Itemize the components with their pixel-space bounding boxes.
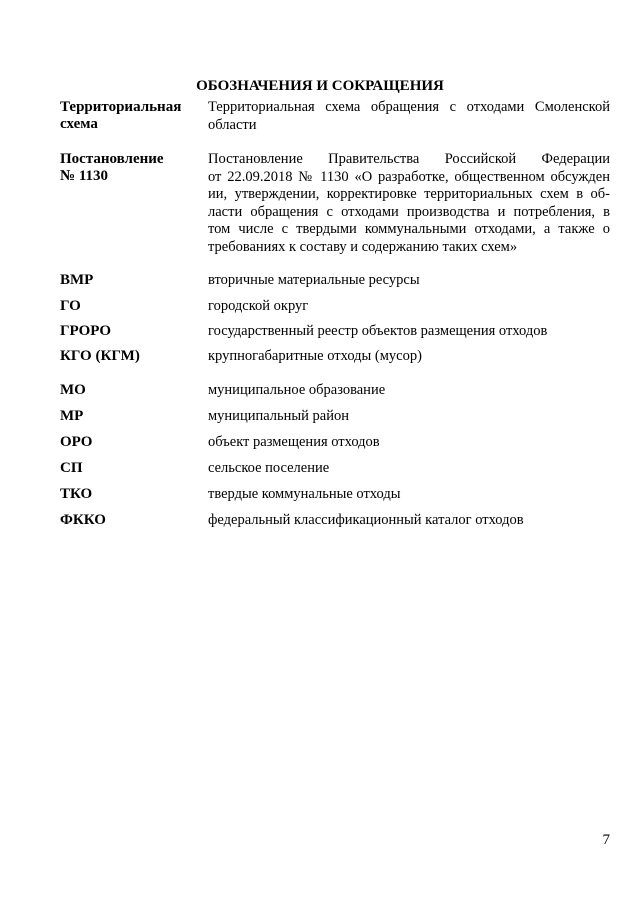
abbreviation-definition: сельское поселение [208, 460, 330, 476]
abbreviation-definition: твердые коммунальные отходы [208, 486, 401, 502]
abbreviation-definition [208, 99, 610, 134]
abbreviation-term: ГО [60, 298, 81, 314]
abbreviation-definition: вторичные материальные ресурсы [208, 272, 420, 288]
abbreviation-term: МО [60, 382, 86, 398]
page-number: 7 [602, 832, 610, 848]
definition-line: ии, утверждении, корректировке территориальных схем в об- [208, 186, 610, 203]
abbreviation-term [60, 99, 195, 133]
term-line: Постановление [60, 151, 164, 167]
abbreviation-term: ФККО [60, 512, 106, 528]
abbreviation-term: КГО (КГМ) [60, 348, 140, 364]
abbreviation-definition: федеральный классификационный каталог отходов [208, 512, 524, 528]
definition-line: Постановление Правительства Российской Федерации [208, 151, 610, 167]
abbreviation-definition: муниципальное образование [208, 382, 386, 398]
abbreviation-term: ТКО [60, 486, 93, 502]
abbreviation-term: ВМР [60, 272, 94, 288]
definition-line: требованиях к составу и содержанию таких схем» [208, 238, 518, 255]
abbreviation-term: СП [60, 460, 83, 476]
definition-line: области [208, 116, 257, 133]
abbreviation-definition: крупногабаритные отходы (мусор) [208, 348, 422, 364]
term-line: Территориальная [60, 99, 182, 115]
abbreviation-term [60, 151, 195, 185]
abbreviation-term: МР [60, 408, 84, 424]
definition-line: ласти обращения с отходами производства и потребления, в [208, 203, 610, 220]
abbreviation-term: ОРО [60, 434, 93, 450]
term-line: № 1130 [60, 168, 108, 184]
abbreviation-term: ГРОРО [60, 323, 112, 339]
abbreviation-definition: объект размещения отходов [208, 434, 380, 450]
definition-line: Территориальная схема обращения с отходами Смоленской [208, 99, 610, 115]
definition-line: том числе с твердыми коммунальными отходами, а также о [208, 221, 610, 238]
abbreviation-definition: городской округ [208, 298, 309, 314]
abbreviation-definition: муниципальный район [208, 408, 349, 424]
definition-line: от 22.09.2018 № 1130 «О разработке, общественном обсужден [208, 168, 610, 185]
term-line: схема [60, 116, 98, 132]
page-title: ОБОЗНАЧЕНИЯ И СОКРАЩЕНИЯ [196, 78, 444, 94]
abbreviation-definition: государственный реестр объектов размещения отходов [208, 323, 548, 339]
abbreviation-definition [208, 151, 610, 257]
